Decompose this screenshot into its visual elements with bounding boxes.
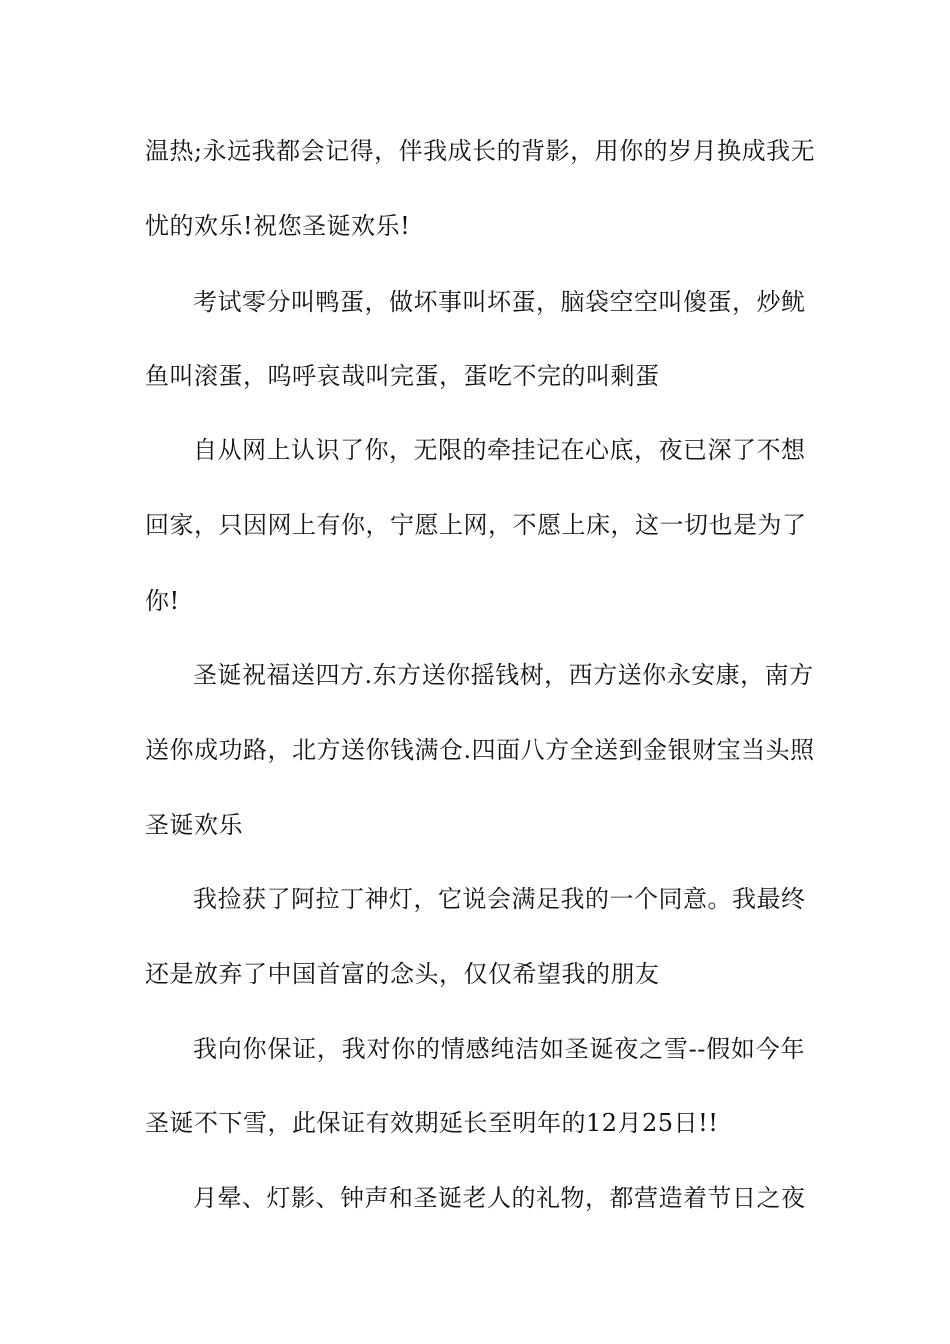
paragraph-first-line: 我向你保证，我对你的情感纯洁如圣诞夜之雪--假如今年	[193, 1035, 805, 1063]
text-line: 送你成功路，北方送你钱满仓.四面八方全送到金银财宝当头照	[145, 736, 815, 764]
text-line: 圣诞不下雪，此保证有效期延长至明年的12月25日!!	[145, 1109, 719, 1137]
text-line: 鱼叫滚蛋，呜呼哀哉叫完蛋，蛋吃不完的叫剩蛋	[145, 362, 660, 390]
text-line: 温热;永远我都会记得，伴我成长的背影，用你的岁月换成我无	[145, 137, 816, 165]
paragraph-first-line: 月晕、灯影、钟声和圣诞老人的礼物，都营造着节日之夜	[193, 1184, 806, 1212]
text-line: 还是放弃了中国首富的念头，仅仅希望我的朋友	[145, 960, 660, 988]
text-line: 你!	[145, 587, 180, 615]
text-line: 圣诞欢乐	[145, 811, 243, 839]
paragraph-first-line: 考试零分叫鸭蛋，做坏事叫坏蛋，脑袋空空叫傻蛋，炒鱿	[193, 288, 806, 316]
text-line: 忧的欢乐!祝您圣诞欢乐!	[145, 212, 411, 240]
paragraph-first-line: 自从网上认识了你，无限的牵挂记在心底，夜已深了不想	[193, 436, 806, 464]
paragraph-first-line: 我捡获了阿拉丁神灯，它说会满足我的一个同意。我最终	[193, 885, 806, 913]
text-line: 回家，只因网上有你，宁愿上网，不愿上床，这一切也是为了	[145, 511, 807, 539]
paragraph-first-line: 圣诞祝福送四方.东方送你摇钱树，西方送你永安康，南方	[193, 661, 814, 689]
